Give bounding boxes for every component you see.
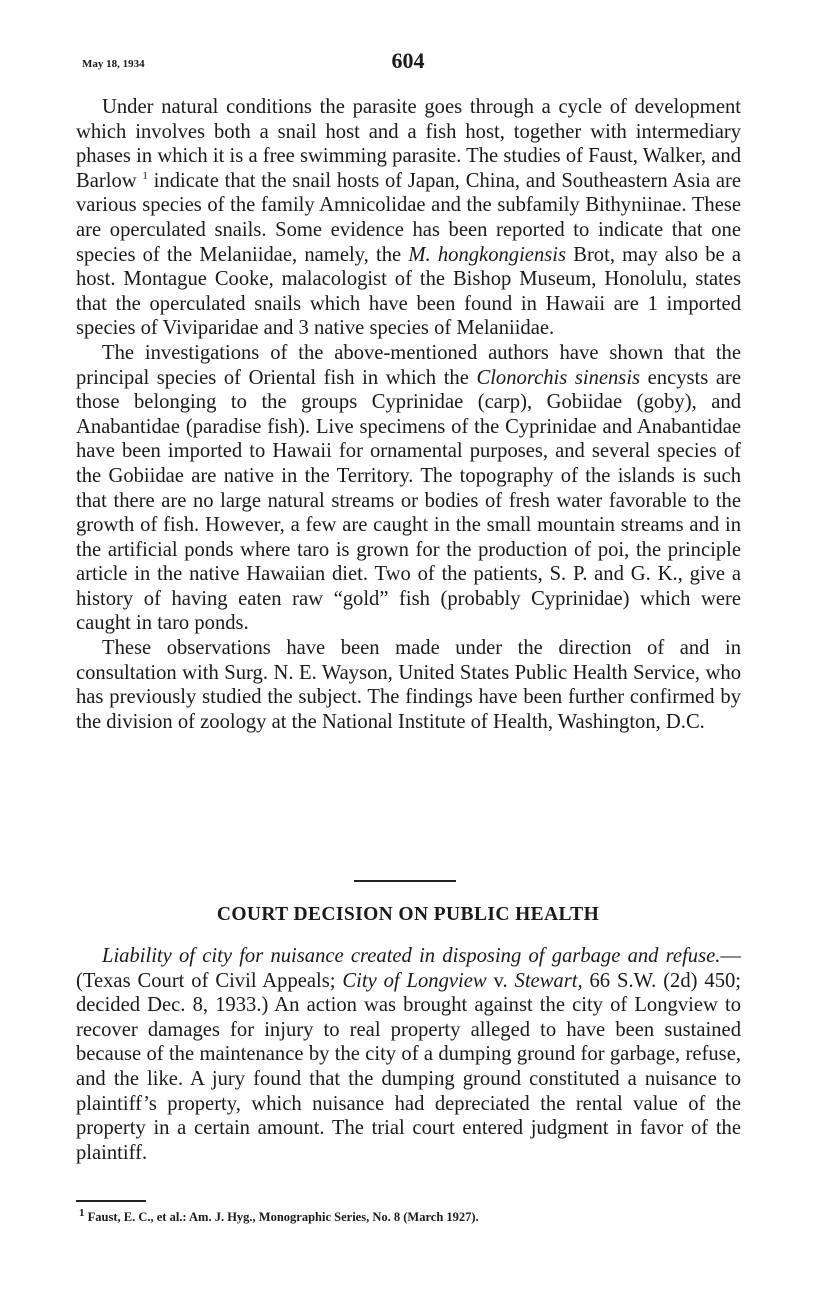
- footnote-divider: [76, 1200, 146, 1202]
- p2-text-1: The investigations of the above-mentioned authors have shown that the principal species of Oriental fish in which the: [76, 341, 741, 389]
- court-text-2: v.: [486, 969, 515, 992]
- species-name: M. hongkongiensis: [408, 243, 566, 266]
- p1-text-2: indicate that the snail hosts of Japan, China, and Southeastern Asia are various species of the family Amnicolidae and the subfamily Bithyniinae. These are operculated snails. Some evidence has been reported to indicate that one species of the Melaniidae, namely, the: [76, 169, 741, 266]
- page-number: 604: [391, 48, 425, 73]
- court-decision-body: [76, 944, 741, 1165]
- p1-text-3: Brot, may also be a host. Montague Cooke, malacologist of the Bishop Museum, Honolulu, states that the operculated snails which have been found in Hawaii are 1 imported species of Viviparidae and 3 native species of Melaniidae.: [76, 243, 741, 340]
- p2-text-2: encysts are those belonging to the groups Cyprinidae (carp), Gobiidae (goby), and Anabantidae (paradise fish). Live specimens of the Cyprinidae and Anabantidae have been imported to Hawaii for ornamental purposes, and several species of the Gobiidae are native in the Territory. The topography of the islands is such that there are no large natural streams or bodies of fresh water favorable to the growth of fish. However, a few are caught in the small mountain streams and in the artificial ponds where taro is grown for the production of poi, the principle article in the native Hawaiian diet. Two of the patients, S. P. and G. K., give a history of having eaten raw “gold” fish (probably Cyprinidae) which were caught in taro ponds.: [76, 366, 742, 635]
- paragraph-observations: These observations have been made under the direction of and in consultation with Surg. N. E. Wayson, United States Public Health Service, who has previously studied the subject. The findings have been further confirmed by the division of zoology at the National Institute of Health, Washington, D.C.: [76, 637, 741, 733]
- footnote-text: Faust, E. C., et al.: Am. J. Hyg., Monographic Series, No. 8 (March 1927).: [84, 1210, 479, 1224]
- section-divider: [354, 880, 456, 882]
- court-text-1: —(Texas Court of Civil Appeals;: [76, 945, 741, 992]
- footnote: [79, 1206, 729, 1225]
- footnote-reference: 1: [142, 169, 148, 182]
- section-heading: COURT DECISION ON PUBLIC HEALTH: [216, 904, 600, 925]
- court-text-3: 66 S.W. (2d) 450; decided Dec. 8, 1933.) An action was brought against the city of Longview to recover damages for injury to real property alleged to have been sustained because of the maintenance by the city of a dumping ground for garbage, refuse, and the like. A jury found that the dumping ground constituted a nuisance to plaintiff’s property, which nuisance had depreciated the rental value of the property in a certain amount. The trial court entered judgment in favor of the plaintiff.: [76, 969, 742, 1164]
- case-name-defendant: Stewart,: [514, 969, 583, 992]
- article-body: [76, 95, 741, 734]
- paragraph-fish-hosts: [76, 341, 741, 636]
- header-date: May 18, 1934: [82, 58, 145, 70]
- court-decision-paragraph: [76, 944, 741, 1165]
- p1-text-1: Under natural conditions the parasite goes through a cycle of development which involves both a snail host and a fish host, together with intermediary phases in which it is a free swimming parasite. The studies of Faust, Walker, and Barlow: [76, 96, 741, 192]
- footnote-marker: 1: [79, 1206, 85, 1219]
- case-name-plaintiff: City of Longview: [342, 969, 487, 992]
- case-lead: Liability of city for nuisance created in disposing of garbage and refuse.: [102, 945, 721, 967]
- paragraph-snail-hosts: [76, 95, 741, 341]
- species-name: Clonorchis sinensis: [476, 366, 641, 389]
